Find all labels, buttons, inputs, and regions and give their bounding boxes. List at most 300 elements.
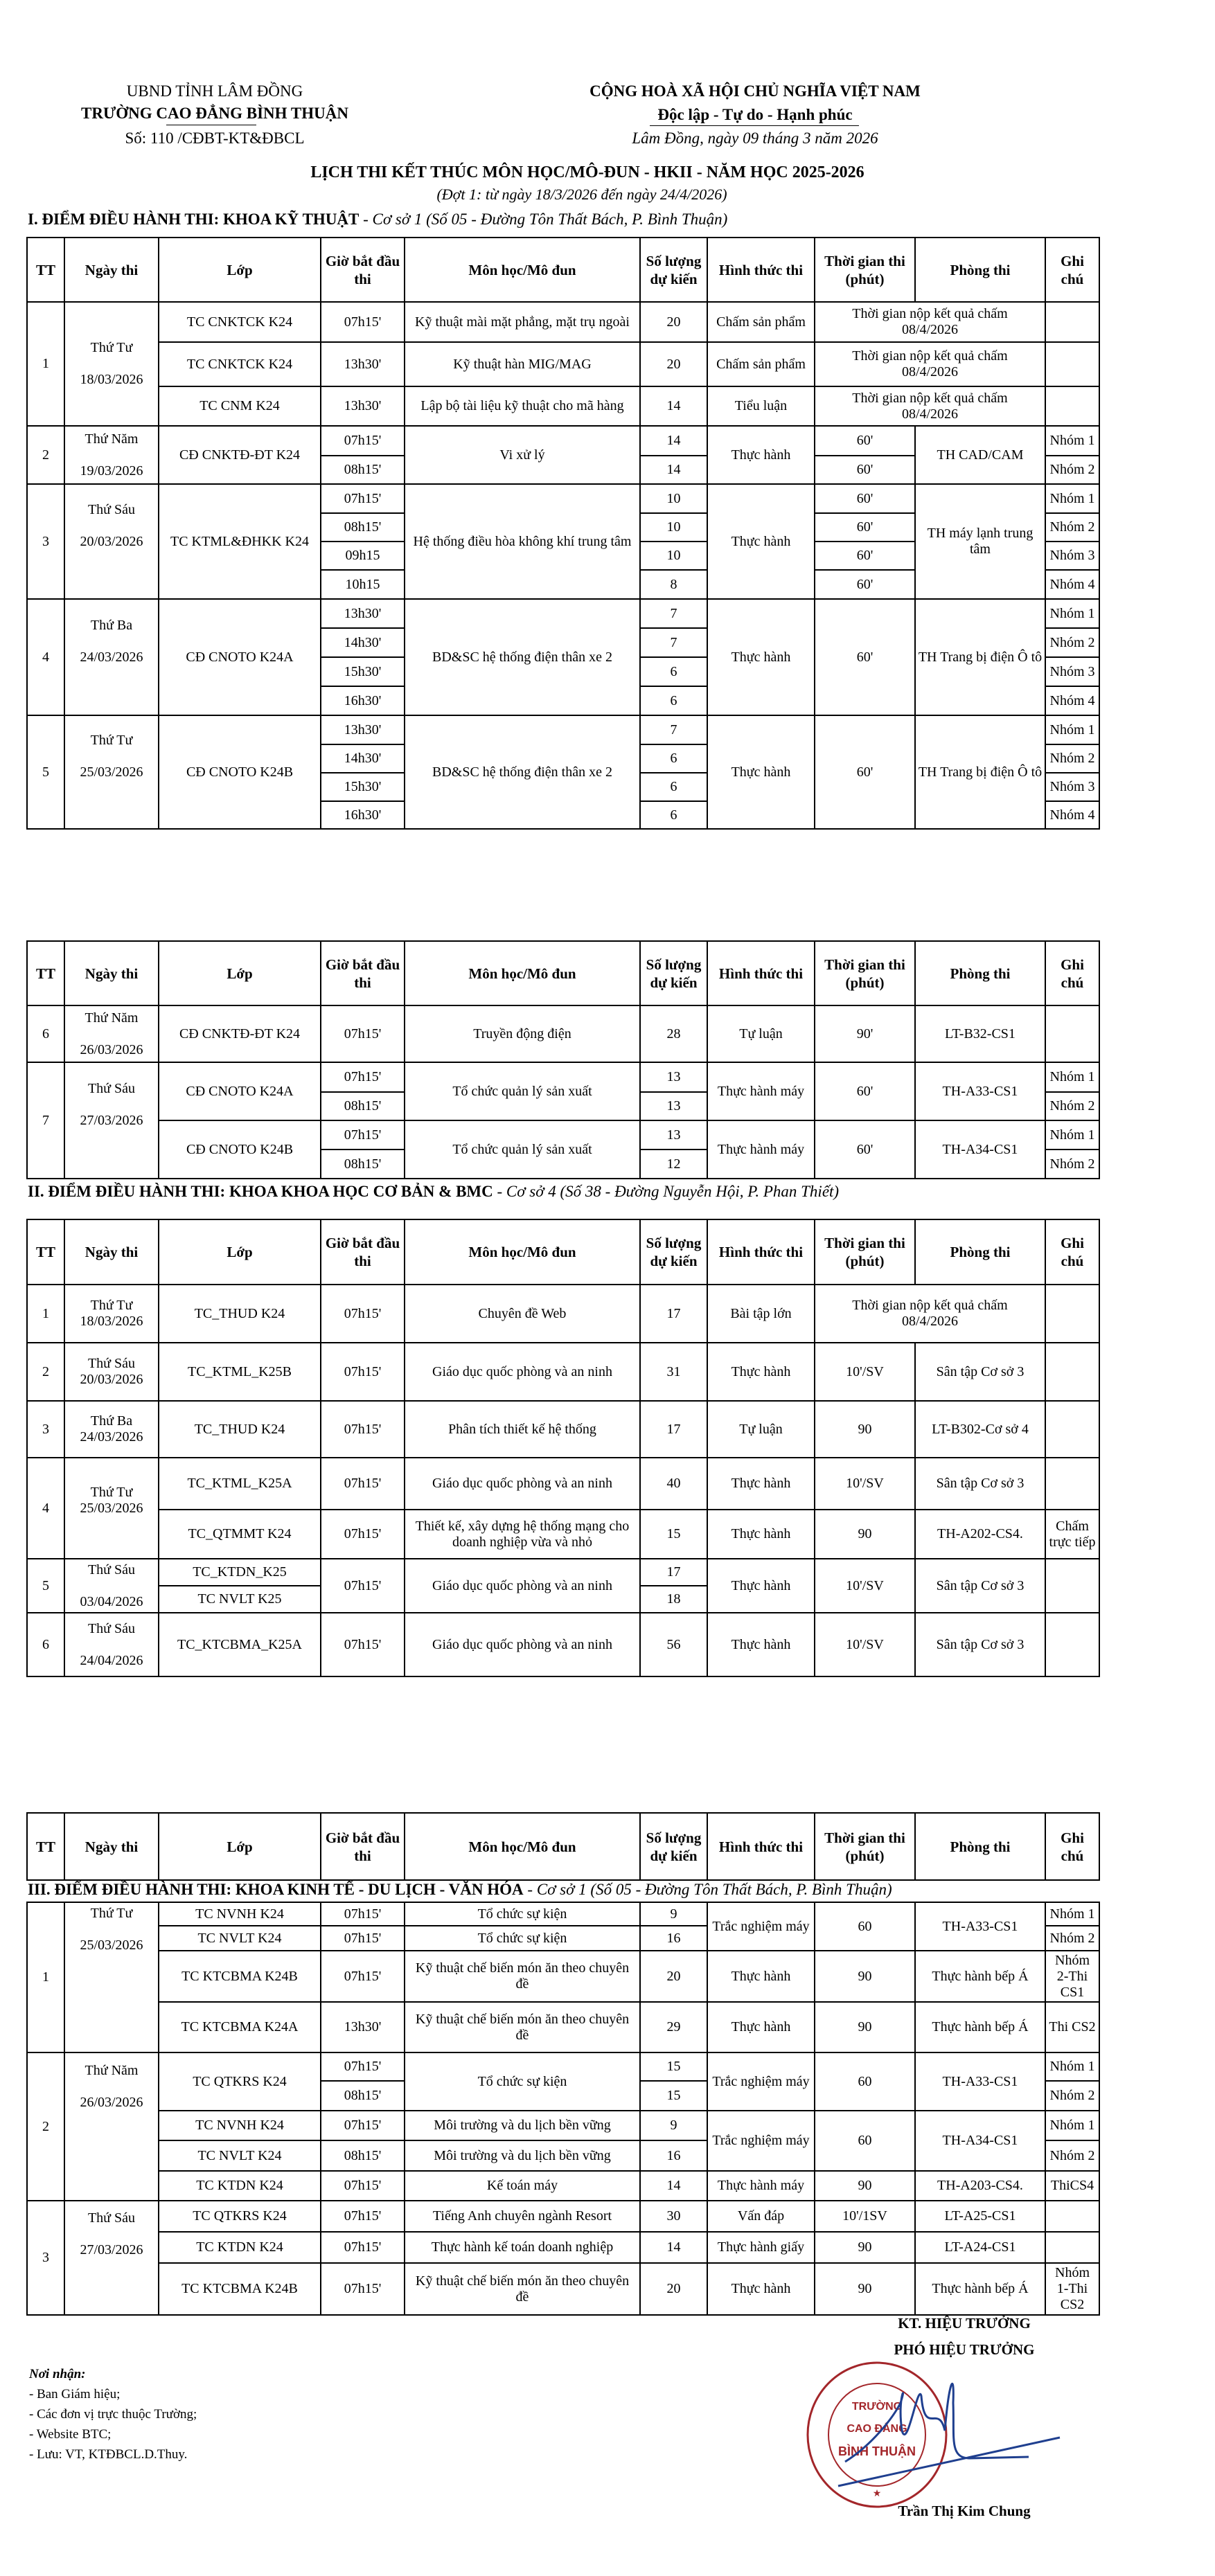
table-cell: TC NVLT K24 xyxy=(159,2140,321,2171)
table-cell: Thứ Năm 26/03/2026 xyxy=(64,2052,159,2201)
table-cell xyxy=(1045,1458,1099,1510)
table-row xyxy=(27,426,1099,456)
document-title: LỊCH THI KẾT THÚC MÔN HỌC/MÔ-ĐUN - HKII - NĂM HỌC 2025-2026 xyxy=(310,163,864,181)
table-cell: 6 xyxy=(27,1613,64,1676)
table-cell: Tự luận xyxy=(707,1005,815,1062)
table-cell: 6 xyxy=(640,773,707,801)
table-cell: Thứ Sáu 27/03/2026 xyxy=(64,1062,159,1179)
table-cell: Thời gian nộp kết quả chấm 08/4/2026 xyxy=(815,342,1045,386)
table-cell: 10'/SV xyxy=(815,1559,915,1613)
section-label: I. ĐIỂM ĐIỀU HÀNH THI: KHOA KỸ THUẬT xyxy=(28,211,360,228)
table-row xyxy=(27,1458,1099,1510)
table-cell: Thực hành máy xyxy=(707,1062,815,1120)
table-cell xyxy=(1045,1005,1099,1062)
recipients xyxy=(29,2364,197,2465)
column-header-duration: Thời gian thi (phút) xyxy=(815,1219,915,1285)
table-cell: 07h15' xyxy=(321,2201,405,2232)
table-row xyxy=(27,2263,1099,2315)
table-cell: Thứ Năm 26/03/2026 xyxy=(64,1005,159,1062)
table-cell: 31 xyxy=(640,1343,707,1401)
table-cell: Nhóm 2 xyxy=(1045,628,1099,657)
column-header-tt: TT xyxy=(27,1813,64,1880)
table-cell: 14 xyxy=(640,386,707,426)
table-cell: Truyền động điện xyxy=(405,1005,640,1062)
table-row xyxy=(27,1902,1099,1926)
table-cell: Vấn đáp xyxy=(707,2201,815,2232)
table-cell: 15 xyxy=(640,2052,707,2081)
table-cell: 60' xyxy=(815,570,915,599)
table-cell: Kỹ thuật mài mặt phẳng, mặt trụ ngoài xyxy=(405,302,640,342)
table-cell: Thi CS2 xyxy=(1045,2002,1099,2052)
table-cell: Thực hành bếp Á xyxy=(915,2002,1045,2052)
table-cell: TC KTCBMA K24B xyxy=(159,1951,321,2002)
table-cell: TC KTML&ĐHKK K24 xyxy=(159,484,321,599)
table-cell xyxy=(1045,302,1099,342)
table-cell: 07h15' xyxy=(321,1062,405,1092)
column-header-duration: Thời gian thi (phút) xyxy=(815,1813,915,1880)
table-row xyxy=(27,302,1099,342)
table-cell: 3 xyxy=(27,1401,64,1458)
table-cell: 28 xyxy=(640,1005,707,1062)
table-cell: Thứ Tư 18/03/2026 xyxy=(64,302,159,426)
column-header-room: Phòng thi xyxy=(915,941,1045,1005)
table-cell: LT-B32-CS1 xyxy=(915,1005,1045,1062)
table-cell: Tổ chức sự kiện xyxy=(405,2052,640,2111)
signature-title-2: PHÓ HIỆU TRƯỞNG xyxy=(894,2341,1035,2358)
table-cell: 07h15' xyxy=(321,1005,405,1062)
table-cell: Nhóm 1 xyxy=(1045,715,1099,744)
table-cell: 07h15' xyxy=(321,1926,405,1951)
table-cell: 60' xyxy=(815,599,915,715)
table-cell: TH-A203-CS4. xyxy=(915,2171,1045,2201)
table-cell: Thực hành bếp Á xyxy=(915,2263,1045,2315)
table-cell: 14 xyxy=(640,426,707,456)
table-cell: 9 xyxy=(640,2111,707,2140)
table-cell: 9 xyxy=(640,1902,707,1926)
table-cell: ThiCS4 xyxy=(1045,2171,1099,2201)
table-cell: 08h15' xyxy=(321,1150,405,1179)
table-cell: 13h30' xyxy=(321,715,405,744)
table-cell: BD&SC hệ thống điện thân xe 2 xyxy=(405,715,640,829)
table-cell: Tổ chức sự kiện xyxy=(405,1902,640,1926)
table-cell: Kỹ thuật chế biến món ăn theo chuyên đề xyxy=(405,2002,640,2052)
table-cell: Chấm sản phẩm xyxy=(707,302,815,342)
table-cell: Hệ thống điều hòa không khí trung tâm xyxy=(405,484,640,599)
table-cell: 4 xyxy=(27,1458,64,1559)
table-cell: Nhóm 1 xyxy=(1045,1902,1099,1926)
column-header-tt: TT xyxy=(27,238,64,302)
table-cell: 10 xyxy=(640,542,707,570)
table-cell: 17 xyxy=(640,1559,707,1586)
column-header-note: Ghi chú xyxy=(1045,1219,1099,1285)
table-cell: 16h30' xyxy=(321,686,405,715)
column-header-exam-form: Hình thức thi xyxy=(707,941,815,1005)
table-cell: TH CAD/CAM xyxy=(915,426,1045,484)
table-cell: TC CNM K24 xyxy=(159,386,321,426)
table-cell xyxy=(1045,386,1099,426)
table-cell: 60' xyxy=(815,1120,915,1179)
table-cell: TC_THUD K24 xyxy=(159,1401,321,1458)
table-cell: 20 xyxy=(640,2263,707,2315)
table-cell: TC KTDN K24 xyxy=(159,2232,321,2263)
recipient-item: - Website BTC; xyxy=(29,2427,112,2442)
table-cell: TC_KTDN_K25 xyxy=(159,1559,321,1586)
table-cell xyxy=(1045,1401,1099,1458)
table-cell: TC NVLT K24 xyxy=(159,1926,321,1951)
table-cell: Thực hành xyxy=(707,1951,815,2002)
table-cell: 07h15' xyxy=(321,2232,405,2263)
table-cell: 10 xyxy=(640,513,707,542)
table-row xyxy=(27,1343,1099,1401)
table-cell: Thực hành xyxy=(707,1458,815,1510)
table-cell: TC_KTCBMA_K25A xyxy=(159,1613,321,1676)
table-cell: 07h15' xyxy=(321,426,405,456)
signature-title-1: KT. HIỆU TRƯỞNG xyxy=(898,2315,1031,2332)
table-row xyxy=(27,2232,1099,2263)
table-cell: 60' xyxy=(815,715,915,829)
table-cell xyxy=(1045,1343,1099,1401)
table-cell: 07h15' xyxy=(321,2171,405,2201)
column-header-room: Phòng thi xyxy=(915,238,1045,302)
section-location: - Cơ sở 1 (Số 05 - Đường Tôn Thất Bách, P. Bình Thuận) xyxy=(359,211,728,228)
table-cell: Thực hành xyxy=(707,715,815,829)
table-row xyxy=(27,1613,1099,1676)
table-row xyxy=(27,2052,1099,2081)
table-cell: 20 xyxy=(640,342,707,386)
table-cell: 90 xyxy=(815,1951,915,2002)
column-header-subject: Môn học/Mô đun xyxy=(405,1813,640,1880)
table-cell: 07h15' xyxy=(321,1951,405,2002)
column-header-room: Phòng thi xyxy=(915,1219,1045,1285)
table-cell: BD&SC hệ thống điện thân xe 2 xyxy=(405,599,640,715)
table-cell xyxy=(1045,2232,1099,2263)
table-cell: TC NVLT K25 xyxy=(159,1586,321,1613)
table-cell: 14 xyxy=(640,2171,707,2201)
column-header-class: Lớp xyxy=(159,238,321,302)
recipient-item: - Các đơn vị trực thuộc Trường; xyxy=(29,2407,197,2422)
table-cell: TH-A33-CS1 xyxy=(915,2052,1045,2111)
table-cell: 8 xyxy=(640,570,707,599)
table-cell: 10'/SV xyxy=(815,1458,915,1510)
table-cell: Sân tập Cơ sở 3 xyxy=(915,1559,1045,1613)
column-header-note: Ghi chú xyxy=(1045,238,1099,302)
table-cell: 90 xyxy=(815,2002,915,2052)
table-header-row xyxy=(27,1219,1099,1285)
column-header-start-time: Giờ bắt đầu thi xyxy=(321,1219,405,1285)
table-cell: 12 xyxy=(640,1150,707,1179)
table-cell: 90 xyxy=(815,2232,915,2263)
table-cell: 20 xyxy=(640,302,707,342)
column-header-duration: Thời gian thi (phút) xyxy=(815,941,915,1005)
table-cell: Thực hành giấy xyxy=(707,2232,815,2263)
table-cell: 6 xyxy=(640,744,707,773)
exam-table-section-3 xyxy=(26,1902,1100,2316)
nation-title: CỘNG HOÀ XÃ HỘI CHỦ NGHĨA VIỆT NAM xyxy=(589,82,921,100)
exam-table-section-2 xyxy=(26,1219,1100,1677)
table-cell: 15 xyxy=(640,1510,707,1559)
exam-table-section-1-continued xyxy=(26,940,1100,1179)
table-cell: 10'/SV xyxy=(815,1613,915,1676)
table-cell: Thứ Sáu 20/03/2026 xyxy=(64,1343,159,1401)
table-cell: Trắc nghiệm máy xyxy=(707,1902,815,1951)
table-cell: Nhóm 4 xyxy=(1045,801,1099,829)
table-cell: TC_KTML_K25A xyxy=(159,1458,321,1510)
table-cell: Chuyên đề Web xyxy=(405,1285,640,1343)
table-cell: TC KTDN K24 xyxy=(159,2171,321,2201)
table-cell: LT-A25-CS1 xyxy=(915,2201,1045,2232)
table-cell: 90 xyxy=(815,2171,915,2201)
table-cell: 15 xyxy=(640,2081,707,2111)
table-header-row xyxy=(27,238,1099,302)
column-header-tt: TT xyxy=(27,1219,64,1285)
table-cell: Nhóm 2 xyxy=(1045,1092,1099,1120)
table-cell: 07h15' xyxy=(321,2263,405,2315)
table-cell: CĐ CNOTO K24A xyxy=(159,599,321,715)
table-cell xyxy=(1045,1559,1099,1613)
table-cell: 14h30' xyxy=(321,744,405,773)
table-cell: Nhóm 4 xyxy=(1045,570,1099,599)
table-cell: Tổ chức quản lý sản xuất xyxy=(405,1062,640,1120)
table-cell: 10 xyxy=(640,484,707,513)
table-cell xyxy=(1045,1285,1099,1343)
column-header-headcount: Số lượng dự kiến xyxy=(640,238,707,302)
table-cell: 30 xyxy=(640,2201,707,2232)
table-cell xyxy=(1045,1613,1099,1676)
table-cell: 08h15' xyxy=(321,513,405,542)
table-cell: Giáo dục quốc phòng và an ninh xyxy=(405,1458,640,1510)
table-cell: Thực hành xyxy=(707,426,815,484)
doc-number: Số: 110 /CĐBT-KT&ĐBCL xyxy=(125,129,305,147)
table-cell: 07h15' xyxy=(321,1510,405,1559)
table-row xyxy=(27,715,1099,744)
table-cell: Nhóm 2 xyxy=(1045,1926,1099,1951)
table-cell: CĐ CNOTO K24A xyxy=(159,1062,321,1120)
table-cell: Kỹ thuật chế biến món ăn theo chuyên đề xyxy=(405,1951,640,2002)
table-cell: Nhóm 2 xyxy=(1045,2140,1099,2171)
table-cell: Thứ Sáu 20/03/2026 xyxy=(64,484,159,599)
table-cell: 08h15' xyxy=(321,2140,405,2171)
exam-table-header-section-3 xyxy=(26,1812,1100,1881)
column-header-exam-form: Hình thức thi xyxy=(707,1813,815,1880)
table-row xyxy=(27,1120,1099,1150)
table-cell: Nhóm 1 xyxy=(1045,1120,1099,1150)
section-label: III. ĐIỂM ĐIỀU HÀNH THI: KHOA KINH TẾ - DU LỊCH - VĂN HÓA xyxy=(28,1881,524,1898)
table-cell: Thứ Ba 24/03/2026 xyxy=(64,1401,159,1458)
table-cell: 14 xyxy=(640,2232,707,2263)
table-cell: 60' xyxy=(815,1062,915,1120)
recipients-heading: Nơi nhận: xyxy=(29,2367,86,2381)
signature-icon xyxy=(838,2383,1060,2486)
column-header-class: Lớp xyxy=(159,1813,321,1880)
table-cell: 29 xyxy=(640,2002,707,2052)
table-cell: 07h15' xyxy=(321,484,405,513)
svg-text:★: ★ xyxy=(872,2489,882,2499)
table-cell: 16 xyxy=(640,2140,707,2171)
table-row xyxy=(27,342,1099,386)
table-cell: 17 xyxy=(640,1285,707,1343)
table-cell: Nhóm 2 xyxy=(1045,2081,1099,2111)
table-cell: 13 xyxy=(640,1062,707,1092)
table-cell: Nhóm 3 xyxy=(1045,657,1099,686)
table-cell: CĐ CNOTO K24B xyxy=(159,715,321,829)
table-cell: Nhóm 1 xyxy=(1045,426,1099,456)
table-cell: Tổ chức quản lý sản xuất xyxy=(405,1120,640,1179)
section-location: - Cơ sở 1 (Số 05 - Đường Tôn Thất Bách, P. Bình Thuận) xyxy=(523,1881,892,1898)
table-cell: 5 xyxy=(27,1559,64,1613)
table-cell: Thứ Tư 18/03/2026 xyxy=(64,1285,159,1343)
table-cell: TH Trang bị điện Ô tô xyxy=(915,599,1045,715)
table-row xyxy=(27,1401,1099,1458)
org-name: TRƯỜNG CAO ĐẲNG BÌNH THUẬN xyxy=(81,105,348,122)
document-subtitle: (Đợt 1: từ ngày 18/3/2026 đến ngày 24/4/2026) xyxy=(436,186,727,203)
table-cell: Nhóm 2 xyxy=(1045,513,1099,542)
table-cell: 08h15' xyxy=(321,2081,405,2111)
table-row xyxy=(27,1005,1099,1062)
table-cell: 7 xyxy=(640,599,707,628)
table-row xyxy=(27,1951,1099,2002)
table-cell: Thực hành máy xyxy=(707,1120,815,1179)
table-cell: Nhóm 1 xyxy=(1045,484,1099,513)
motto-underline xyxy=(650,125,859,126)
table-cell: 07h15' xyxy=(321,2111,405,2140)
table-cell: 13h30' xyxy=(321,599,405,628)
table-cell: 17 xyxy=(640,1401,707,1458)
table-cell: 2 xyxy=(27,426,64,484)
table-header-row xyxy=(27,941,1099,1005)
table-cell: Sân tập Cơ sở 3 xyxy=(915,1613,1045,1676)
table-cell: 08h15' xyxy=(321,1092,405,1120)
table-cell: 90' xyxy=(815,1005,915,1062)
table-row xyxy=(27,386,1099,426)
table-row xyxy=(27,2002,1099,2052)
table-row xyxy=(27,1510,1099,1559)
column-header-start-time: Giờ bắt đầu thi xyxy=(321,238,405,302)
table-cell: 6 xyxy=(640,686,707,715)
table-cell: Bài tập lớn xyxy=(707,1285,815,1343)
table-cell: Nhóm 2 xyxy=(1045,1150,1099,1179)
table-cell: Nhóm 2-Thi CS1 xyxy=(1045,1951,1099,2002)
column-header-exam-form: Hình thức thi xyxy=(707,1219,815,1285)
section-label: II. ĐIỂM ĐIỀU HÀNH THI: KHOA KHOA HỌC CƠ BẢN & BMC xyxy=(28,1183,493,1200)
table-cell: TC QTKRS K24 xyxy=(159,2052,321,2111)
table-cell: 13 xyxy=(640,1120,707,1150)
svg-text:CAO ĐẲNG: CAO ĐẲNG xyxy=(846,2423,907,2435)
table-cell: Thực hành xyxy=(707,1343,815,1401)
table-cell: Thứ Năm 19/03/2026 xyxy=(64,426,159,484)
table-header-row xyxy=(27,1813,1099,1880)
table-cell: Tổ chức sự kiện xyxy=(405,1926,640,1951)
recipient-item: - Lưu: VT, KTĐBCL.D.Thuy. xyxy=(29,2447,188,2462)
table-cell: 08h15' xyxy=(321,456,405,484)
table-cell: Tiếng Anh chuyên ngành Resort xyxy=(405,2201,640,2232)
table-cell: 13 xyxy=(640,1092,707,1120)
table-cell: TC KTCBMA K24A xyxy=(159,2002,321,2052)
table-cell: 07h15' xyxy=(321,1559,405,1613)
table-cell: Vi xử lý xyxy=(405,426,640,484)
table-cell: 60 xyxy=(815,1902,915,1951)
table-row xyxy=(27,2171,1099,2201)
table-cell: 1 xyxy=(27,1902,64,2052)
recipient-item: - Ban Giám hiệu; xyxy=(29,2387,121,2401)
table-cell: Thực hành xyxy=(707,2263,815,2315)
table-cell: TC KTCBMA K24B xyxy=(159,2263,321,2315)
table-cell: 6 xyxy=(640,801,707,829)
table-cell: Trắc nghiệm máy xyxy=(707,2111,815,2171)
table-cell: 07h15' xyxy=(321,2052,405,2081)
table-cell: CĐ CNKTĐ-ĐT K24 xyxy=(159,1005,321,1062)
table-cell: Kế toán máy xyxy=(405,2171,640,2201)
table-cell: TC CNKTCK K24 xyxy=(159,342,321,386)
table-cell: 09h15 xyxy=(321,542,405,570)
table-cell: 60 xyxy=(815,2052,915,2111)
column-header-duration: Thời gian thi (phút) xyxy=(815,238,915,302)
column-header-tt: TT xyxy=(27,941,64,1005)
table-cell: TC CNKTCK K24 xyxy=(159,302,321,342)
table-cell: Nhóm 1-Thi CS2 xyxy=(1045,2263,1099,2315)
table-cell: Thứ Tư 25/03/2026 xyxy=(64,1902,159,2052)
table-cell: 14h30' xyxy=(321,628,405,657)
table-cell: Giáo dục quốc phòng và an ninh xyxy=(405,1343,640,1401)
table-cell: 10'/1SV xyxy=(815,2201,915,2232)
table-row xyxy=(27,2111,1099,2140)
table-cell: Nhóm 4 xyxy=(1045,686,1099,715)
table-cell: Tự luận xyxy=(707,1401,815,1458)
table-cell: 07h15' xyxy=(321,1120,405,1150)
table-cell: Giáo dục quốc phòng và an ninh xyxy=(405,1559,640,1613)
table-cell: 6 xyxy=(640,657,707,686)
table-cell: 16 xyxy=(640,1926,707,1951)
table-cell: TC NVNH K24 xyxy=(159,1902,321,1926)
table-cell: Thực hành xyxy=(707,599,815,715)
table-cell: 1 xyxy=(27,302,64,426)
column-header-subject: Môn học/Mô đun xyxy=(405,941,640,1005)
table-cell: 07h15' xyxy=(321,1458,405,1510)
table-cell: Thứ Sáu 03/04/2026 xyxy=(64,1559,159,1613)
table-cell: 13h30' xyxy=(321,2002,405,2052)
table-cell: 40 xyxy=(640,1458,707,1510)
table-cell: TC QTKRS K24 xyxy=(159,2201,321,2232)
table-cell: CĐ CNOTO K24B xyxy=(159,1120,321,1179)
table-cell: Thứ Sáu 27/03/2026 xyxy=(64,2201,159,2315)
table-row xyxy=(27,599,1099,628)
column-header-headcount: Số lượng dự kiến xyxy=(640,941,707,1005)
table-cell: Thời gian nộp kết quả chấm 08/4/2026 xyxy=(815,386,1045,426)
table-cell: 2 xyxy=(27,2052,64,2201)
column-header-note: Ghi chú xyxy=(1045,1813,1099,1880)
table-cell: CĐ CNKTĐ-ĐT K24 xyxy=(159,426,321,484)
section-heading-1 xyxy=(28,211,727,229)
table-cell: Thứ Sáu 24/04/2026 xyxy=(64,1613,159,1676)
table-cell: Thực hành xyxy=(707,2002,815,2052)
table-cell: Thực hành kế toán doanh nghiệp xyxy=(405,2232,640,2263)
table-cell: 7 xyxy=(640,715,707,744)
table-cell: 10'/SV xyxy=(815,1343,915,1401)
org-parent: UBND TỈNH LÂM ĐỒNG xyxy=(126,82,303,100)
column-header-subject: Môn học/Mô đun xyxy=(405,238,640,302)
column-header-date: Ngày thi xyxy=(64,941,159,1005)
section-heading-2 xyxy=(28,1183,839,1201)
table-cell: 10h15 xyxy=(321,570,405,599)
table-cell: Thực hành máy xyxy=(707,2171,815,2201)
table-cell: Kỹ thuật hàn MIG/MAG xyxy=(405,342,640,386)
table-cell: Nhóm 1 xyxy=(1045,599,1099,628)
table-cell: 60' xyxy=(815,484,915,513)
table-cell: TH-A34-CS1 xyxy=(915,1120,1045,1179)
table-cell: 60' xyxy=(815,513,915,542)
column-header-date: Ngày thi xyxy=(64,1813,159,1880)
table-cell: 18 xyxy=(640,1586,707,1613)
table-cell: LT-B302-Cơ sở 4 xyxy=(915,1401,1045,1458)
